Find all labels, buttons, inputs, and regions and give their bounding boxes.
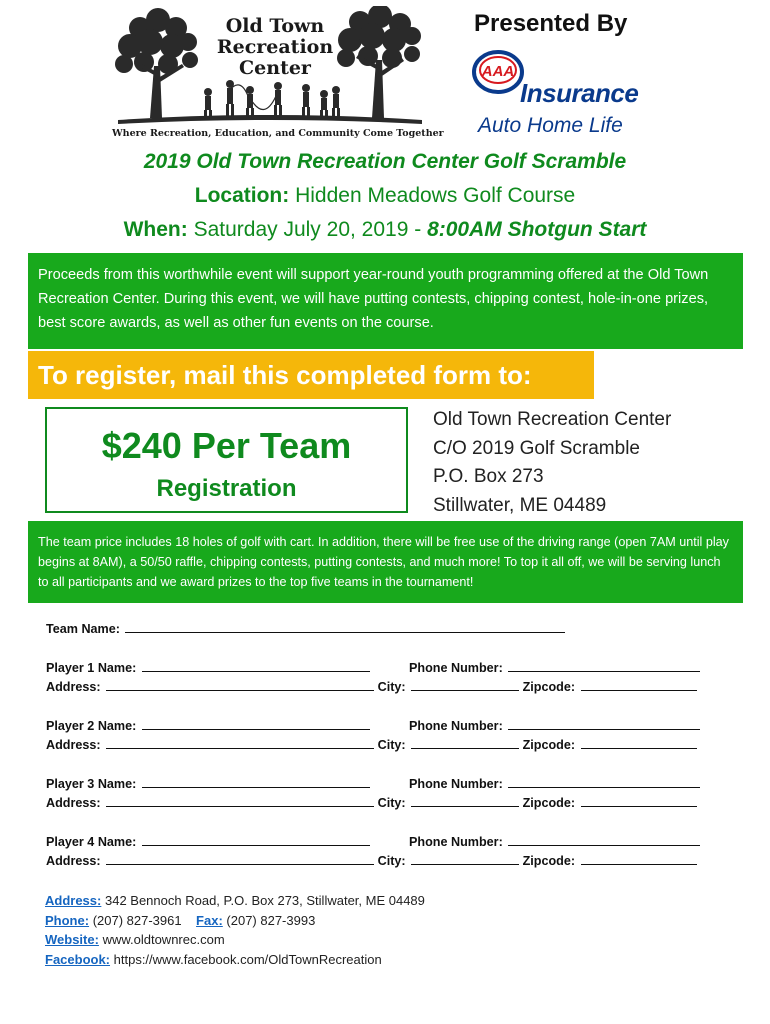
when-value: Saturday July 20, 2019 - xyxy=(193,218,428,241)
player-3-phone-row xyxy=(409,775,700,791)
player-1-address-field[interactable] xyxy=(106,678,374,691)
contact-facebook-label: Facebook: xyxy=(45,951,111,967)
player-1-city-label: City: xyxy=(377,680,406,694)
event-title: 2019 Old Town Recreation Center Golf Scramble xyxy=(143,150,627,173)
player-3-zipcode-field[interactable] xyxy=(581,794,697,807)
player-3-phone-field[interactable] xyxy=(508,775,700,788)
proceeds-box xyxy=(28,253,743,349)
player-1-city-field[interactable] xyxy=(411,678,519,691)
price-amount: $240 Per Team xyxy=(101,425,352,466)
player-4-address-field[interactable] xyxy=(106,852,374,865)
mailing-address-line-4: Stillwater, ME 04489 xyxy=(433,494,607,516)
aaa-tagline: Auto Home Life xyxy=(478,114,623,137)
player-4-phone-row xyxy=(409,833,700,849)
mailing-address xyxy=(433,406,671,520)
contact-info xyxy=(45,891,425,969)
player-3-city-label: City: xyxy=(377,796,406,810)
contact-website-label: Website: xyxy=(45,932,99,947)
player-1-address-row xyxy=(46,678,697,694)
location-line xyxy=(0,184,770,208)
player-2-name-field[interactable] xyxy=(142,717,370,730)
contact-website-link[interactable]: www.oldtownrec.com xyxy=(102,932,225,947)
player-1-phone-label: Phone Number: xyxy=(409,661,503,675)
player-1-zipcode-field[interactable] xyxy=(581,678,697,691)
details-text: The team price includes 18 holes of golf with cart. In addition, there will be free use of the driving range (open 7AM until play begins at 8AM), a 50/50 raffle, chipping contests, putting contests, and much more! To top it all off, we will be serving lunch to all participants and we award prizes to the top five teams in the tournament! xyxy=(38,535,729,589)
player-2-phone-label: Phone Number: xyxy=(409,719,503,733)
player-4-zipcode-label: Zipcode: xyxy=(522,854,576,868)
player-1-phone-row xyxy=(409,659,700,675)
player-4-address-row xyxy=(46,852,697,868)
contact-fax-label: Fax: xyxy=(196,912,223,928)
player-3-name-field[interactable] xyxy=(142,775,370,788)
mailing-address-line-1: Old Town Recreation Center xyxy=(433,409,672,430)
player-1-name-row xyxy=(46,659,370,675)
contact-facebook-link[interactable]: https://www.facebook.com/OldTownRecreation xyxy=(113,951,382,967)
player-2-phone-row xyxy=(409,717,700,733)
player-4-city-label: City: xyxy=(377,854,406,868)
player-3-name-label: Player 3 Name: xyxy=(46,777,137,791)
contact-fax-value: (207) 827-3993 xyxy=(226,912,316,928)
team-name-label: Team Name: xyxy=(46,622,120,636)
player-3-address-row xyxy=(46,794,697,810)
player-4-name-row xyxy=(46,833,370,849)
location-value: Hidden Meadows Golf Course xyxy=(295,184,576,207)
player-2-address-label: Address: xyxy=(46,738,101,752)
player-2-name-row xyxy=(46,717,370,733)
contact-phone-label: Phone: xyxy=(45,912,90,928)
player-4-city-field[interactable] xyxy=(411,852,519,865)
player-4-zipcode-field[interactable] xyxy=(581,852,697,865)
logo-tagline: Where Recreation, Education, and Community Come Together xyxy=(112,128,444,139)
logo-title-line-3: Center xyxy=(239,57,311,79)
team-name-row xyxy=(46,620,565,636)
player-1-name-label: Player 1 Name: xyxy=(46,661,137,675)
player-3-name-row xyxy=(46,775,370,791)
contact-website-row xyxy=(45,930,425,950)
player-2-phone-field[interactable] xyxy=(508,717,700,730)
player-4-name-field[interactable] xyxy=(142,833,370,846)
player-1-name-field[interactable] xyxy=(142,659,370,672)
player-2-address-row xyxy=(46,736,697,752)
player-2-zipcode-field[interactable] xyxy=(581,736,697,749)
register-banner: To register, mail this completed form to: xyxy=(28,351,594,399)
contact-facebook-row xyxy=(45,950,425,970)
aaa-mark: AAA xyxy=(481,63,515,80)
price-label: Registration xyxy=(156,475,297,502)
player-4-phone-field[interactable] xyxy=(508,833,700,846)
logo-title-line-1: Old Town xyxy=(225,15,325,37)
player-2-name-label: Player 2 Name: xyxy=(46,719,137,733)
player-4-name-label: Player 4 Name: xyxy=(46,835,137,849)
location-label: Location: xyxy=(194,184,290,207)
player-1-phone-field[interactable] xyxy=(508,659,700,672)
contact-phone-value: (207) 827-3961 xyxy=(92,912,182,928)
mailing-address-line-2: C/O 2019 Golf Scramble xyxy=(433,437,640,459)
when-label: When: xyxy=(123,218,188,241)
player-3-city-field[interactable] xyxy=(411,794,519,807)
player-2-city-label: City: xyxy=(377,738,406,752)
logo-title-line-2: Recreation xyxy=(216,36,334,58)
price-box xyxy=(45,407,408,513)
player-3-phone-label: Phone Number: xyxy=(409,777,503,791)
logo-title xyxy=(200,16,350,79)
presented-by-heading: Presented By xyxy=(474,10,628,37)
team-name-field[interactable] xyxy=(125,620,565,633)
contact-address-row xyxy=(45,891,425,911)
player-3-address-label: Address: xyxy=(46,796,101,810)
proceeds-text: Proceeds from this worthwhile event will support year-round youth programming offered at the Old Town Recreation Center. During this event, we will have putting contests, chipping contest, hole-in-one prizes, best score awards, as well as other fun events on the course. xyxy=(38,267,709,331)
player-4-address-label: Address: xyxy=(46,854,101,868)
player-4-phone-label: Phone Number: xyxy=(409,835,503,849)
when-line xyxy=(0,218,770,242)
player-3-address-field[interactable] xyxy=(106,794,374,807)
mailing-address-line-3: P.O. Box 273 xyxy=(433,466,544,487)
player-2-city-field[interactable] xyxy=(411,736,519,749)
player-1-address-label: Address: xyxy=(46,680,101,694)
aaa-insurance-wordmark: Insurance xyxy=(520,78,639,108)
player-3-zipcode-label: Zipcode: xyxy=(522,796,576,810)
contact-address-label: Address: xyxy=(45,893,102,908)
player-1-zipcode-label: Zipcode: xyxy=(522,680,576,694)
player-2-address-field[interactable] xyxy=(106,736,374,749)
details-box xyxy=(28,521,743,603)
when-start: 8:00AM Shotgun Start xyxy=(427,218,647,241)
contact-address-value: 342 Bennoch Road, P.O. Box 273, Stillwater, ME 04489 xyxy=(104,893,425,908)
contact-phone-row xyxy=(45,911,425,931)
player-2-zipcode-label: Zipcode: xyxy=(522,738,576,752)
